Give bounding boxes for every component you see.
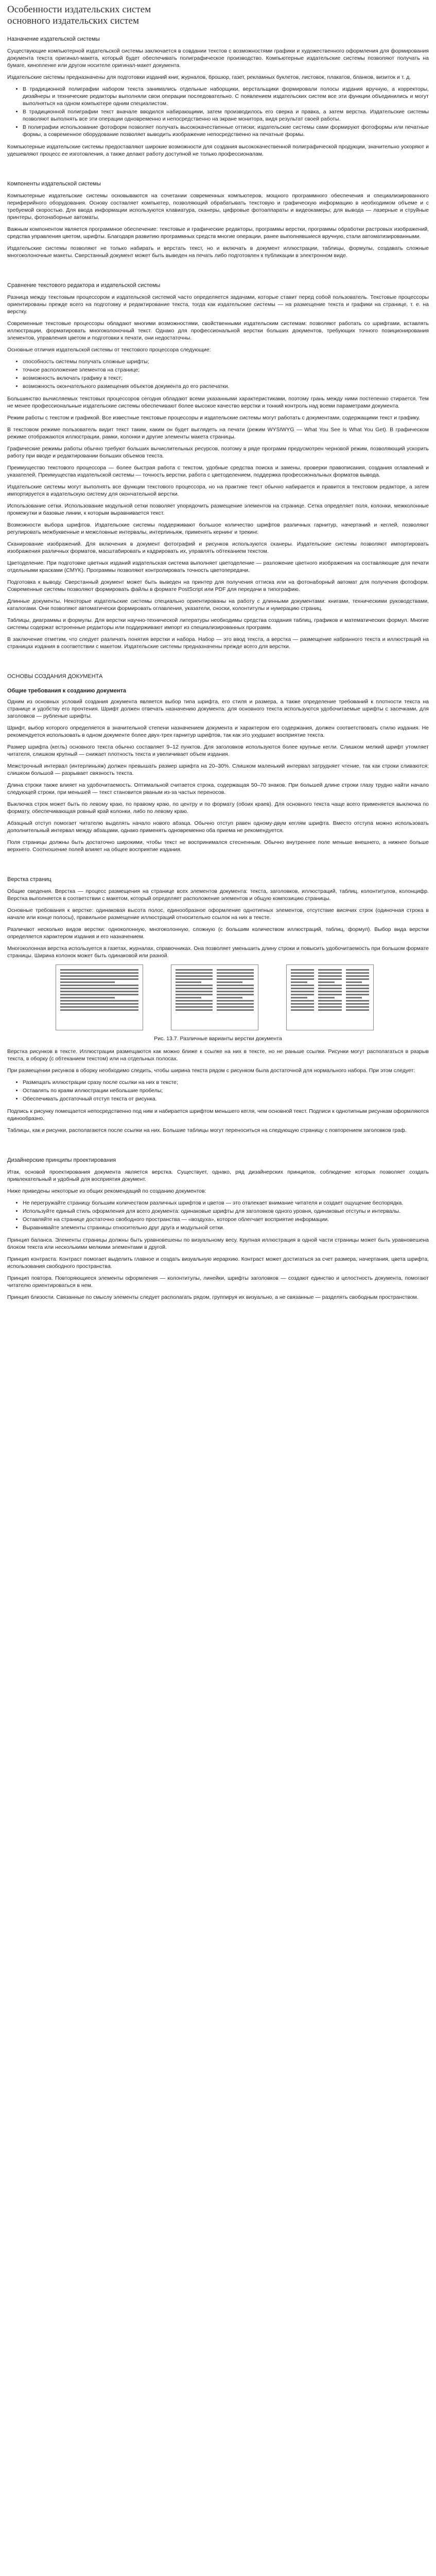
text-line-placeholder <box>318 991 341 992</box>
text-line-placeholder <box>60 985 138 986</box>
paragraph: В заключение отметим, что следует различать понятия верстки и набора. Набор — это ввод текста, а верстка — размещение набранного текста и иллюстраций на страницах издания в соответствии с макетом. Издательские системы предназначены прежде всего для верстки. <box>7 636 429 650</box>
paragraph: Существующие компьютерной издательской системы заключается в совдании текстов с возможностями графики и художественного оформления для формирования документа текста оригинал-макета, который будет обеспечивать полиграфическое производство. Компьютерные издательские системы позволяют получать на бумаге, кинопленке или другом носителе оригинал-макет документа. <box>7 48 429 69</box>
text-line-placeholder <box>346 985 369 986</box>
text-line-placeholder <box>176 1006 213 1008</box>
paragraph: Компьютерные издательские системы предоставляют широкие возможности для создания высококачественной полиграфической продукции, значительно ускоряют и удешевляют процесс ее изготовления, а также делают работу доступной не только профессионалам. <box>7 144 429 157</box>
text-line-placeholder <box>318 972 341 974</box>
text-line-placeholder <box>346 1000 369 1002</box>
paragraph: Режим работы с текстом и графикой. Все известные текстовые процессоры и издательские системы могут работать с документами, содержащими текст и графику. <box>7 415 420 421</box>
text-line-placeholder <box>176 972 213 974</box>
text-line-placeholder <box>291 988 314 989</box>
text-line-placeholder <box>291 972 314 974</box>
layout-column <box>346 969 369 1026</box>
text-line-placeholder <box>176 978 213 980</box>
text-line-placeholder <box>60 991 138 992</box>
paragraph: Подготовка к выводу. Сверстанный документ может быть выведен на принтер для получения оттиска или на фотонаборный автомат для получения фотоформ. Современные системы позволяют формировать файлы в формате PostScript или PDF для передачи в типографию. <box>7 579 429 592</box>
paragraph: Верстка рисунков в тексте. Иллюстрации размещаются как можно ближе к ссылке на них в тексте, но не раньше ссылки. Рисунки могут располагаться в разрыв текста, в оборку (с обтеканием текстом) или на отдельных полосах. <box>7 1048 429 1062</box>
text-line-placeholder <box>346 972 369 974</box>
text-line-placeholder <box>217 988 254 989</box>
text-line-placeholder <box>176 994 213 995</box>
text-line-placeholder <box>346 997 362 998</box>
layout-column <box>318 969 341 1026</box>
text-line-placeholder <box>318 1006 341 1008</box>
text-line-placeholder <box>346 1006 369 1008</box>
text-line-placeholder <box>217 981 242 983</box>
paragraph: Длина строки также влияет на удобочитаемость. Оптимальной считается строка, содержащая 50–70 знаков. При большей длине строки глазу трудно найти начало следующей строки, при меньшей — текст становится рваным из-за частых переносов. <box>7 782 429 795</box>
paragraph: Компьютерные издательские системы основываются на сочетании современных компьютеров, мощного программного обеспечения и специализированного периферийного оборудования. Основу составляет компьютер, позволяющий обрабатывать текстовую и графическую информацию в необходимом объеме и с требуемой скоростью. Для ввода информации используются клавиатура, сканеры, цифровые фотоаппараты и видеокамеры; для вывода — лазерные и струйные принтеры, фотонаборные автоматы. <box>7 193 429 221</box>
text-line-placeholder <box>60 988 138 989</box>
list-item: • возможность включать графику в текст; <box>23 375 429 382</box>
text-line-placeholder <box>217 991 254 992</box>
list-item: • В традиционной полиграфии набором текста занимались отдельные наборщики, верстальщики формировали полосы издания вручную, а корректоры, дизайнеры и технические редакторы выполняли свои операции последовательно. С появлением издательских систем все эти функции объединились и могут выполняться на одном компьютере одним специалистом. <box>23 86 429 107</box>
list-item: • точное расположение элементов на странице; <box>23 366 429 374</box>
text-line-placeholder <box>346 1009 369 1011</box>
paragraph: Издательские системы предназначены для подготовки изданий книг, журналов, брошюр, газет, рекламных буклетов, листовок, плакатов, бланков, визиток и т. д. <box>7 74 411 80</box>
text-line-placeholder <box>217 994 254 995</box>
text-line-placeholder <box>176 988 213 989</box>
text-line-placeholder <box>291 994 314 995</box>
layout-variants-figure <box>56 964 374 1033</box>
text-line-placeholder <box>217 1000 254 1002</box>
paragraph: Графические режимы работы обычно требуют больших вычислительных ресурсов, поэтому в ряде программ предусмотрен черновой режим, позволяющий ускорить работу при вводе и редактировании больших объемов текста. <box>7 446 429 459</box>
text-line-placeholder <box>217 969 254 971</box>
paragraph: Таблицы, как и рисунки, располагаются после ссылки на них. Большие таблицы могут переноситься на следующую страницу с повторением заголовков граф. <box>7 1127 407 1133</box>
layout-thumbnail-1-column <box>56 964 143 1030</box>
paragraph: Разница между текстовым процессором и издательской системой часто определяется задачами, которые ставит перед собой пользователь. Текстовые процессоры ориентированы прежде всего на подготовку и редактирование текста, тогда как издательские системы — на размещение текста и графики на странице, т. е. на верстку. <box>7 294 429 315</box>
paragraph: Большинство вычисляемых текстовых процессоров сегодня обладают всеми указанными характеристиками, поэтому грань между ними постепенно стирается. Тем не менее профессиональные издательские системы обеспечивают более высокое качество верстки и тонкий контроль над всеми параметрами документа. <box>7 396 429 409</box>
document-title <box>7 4 429 27</box>
layout-column <box>60 969 138 1026</box>
paragraph: Многоколонная верстка используется в газетах, журналах, справочниках. Она позволяет уменьшить длину строки и повысить удобочитаемость при большом формате страницы. Ширина колонок может быть одинаковой или разной. <box>7 945 429 959</box>
text-line-placeholder <box>291 981 307 983</box>
section-heading: Компоненты издательской системы <box>7 181 101 187</box>
text-line-placeholder <box>60 1000 138 1002</box>
text-line-placeholder <box>318 988 341 989</box>
text-line-placeholder <box>176 1000 213 1002</box>
text-line-placeholder <box>346 978 369 980</box>
paragraph: Ниже приведены некоторые из общих рекомендаций по созданию документов: <box>7 1188 206 1194</box>
paragraph: Возможности выбора шрифтов. Издательские системы поддерживают большое количество шрифтов различных гарнитур, начертаний и кеглей, позволяют регулировать межбуквенные и межсловные интервалы, интерлиньяж, применять кернинг и трекинг. <box>7 522 429 535</box>
text-line-placeholder <box>318 985 341 986</box>
paragraph: Итак, основой проектирования документа является верстка. Существует, однако, ряд дизайнерских принципов, соблюдение которых позволяет создать привлекательный и удобный для восприятия документ. <box>7 1169 429 1182</box>
layout-thumbnail-2-column <box>171 964 258 1030</box>
list-item: • Не перегружайте страницу большим количеством различных шрифтов и цветов — это отвлекает внимание читателя и создает ощущение беспорядка. <box>23 1199 429 1207</box>
list-item: • Используйте единый стиль оформления для всего документа: одинаковые шрифты для заголовков одного уровня, одинаковые отступы и интервалы. <box>23 1208 429 1215</box>
text-line-placeholder <box>60 975 138 977</box>
text-line-placeholder <box>217 975 254 977</box>
paragraph: Сканирование изображений. Для включения в документ фотографий и рисунков используются сканеры. Издательские системы позволяют импортировать изображения различных форматов, масштабировать и кадрировать их, управлять обтеканием текстом. <box>7 541 429 554</box>
paragraph: Межстрочный интервал (интерлиньяж) должен превышать размер шрифта на 20–30%. Слишком маленький интервал затрудняет чтение, так как строки сливаются; слишком большой — разрывает связность текста. <box>7 763 429 776</box>
figure-caption: Рис. 13.7. Различные варианты верстки документа <box>154 1036 282 1042</box>
section-heading: Назначение издательской системы <box>7 36 100 42</box>
text-line-placeholder <box>291 985 314 986</box>
paragraph: Принцип баланса. Элементы страницы должны быть уравновешены по визуальному весу. Крупная иллюстрация в одной части страницы может быть уравновешена блоком текста или несколькими мелкими элементами в другой. <box>7 1237 429 1250</box>
text-line-placeholder <box>318 1003 341 1005</box>
bullet-list <box>7 86 429 138</box>
paragraph: Общие сведения. Верстка — процесс размещения на странице всех элементов документа: текста, заголовков, иллюстраций, таблиц, колонтитулов, колонцифр. Верстка выполняется в соответствии с макетом, который определяет расположение элементов и общую композицию страницы. <box>7 888 429 902</box>
paragraph: Основные требования к верстке: одинаковая высота полос, единообразное оформление однотипных элементов, отсутствие висячих строк (одиночная строка в начале или конце полосы), правильное размещение иллюстраций относительно ссылок на них в тексте. <box>7 907 429 921</box>
paragraph: Принцип контраста. Контраст помогает выделить главное и создать визуальную иерархию. Контраст может достигаться за счет размера, начертания, цвета шрифта, использования свободного пространства. <box>7 1256 429 1269</box>
text-line-placeholder <box>291 969 314 971</box>
paragraph: Преимущество текстового процессора — более быстрая работа с текстом, удобные средства поиска и замены, проверки правописания, создания оглавлений и указателей. Преимущества издательской системы — точность верстки, работа с цветоделением, поддержка профессиональных форматов вывода. <box>7 465 429 478</box>
text-line-placeholder <box>217 1003 254 1005</box>
paragraph: Одним из основных условий создания документа является выбор типа шрифта, его стиля и размера, а также определение требований к плотности текста на странице и удобству его прочтения. Шрифт должен отвечать назначению документа: для основного текста используются удобочитаемые шрифты с засечками, для заголовков — рубленые шрифты. <box>7 699 429 719</box>
text-line-placeholder <box>176 969 213 971</box>
text-line-placeholder <box>291 1009 314 1011</box>
text-line-placeholder <box>318 1000 341 1002</box>
text-line-placeholder <box>176 1009 213 1011</box>
text-line-placeholder <box>60 997 115 998</box>
title-line-1: Особенности издательских систем <box>7 4 151 15</box>
layout-column <box>291 969 314 1026</box>
text-line-placeholder <box>291 1003 314 1005</box>
text-line-placeholder <box>60 994 138 995</box>
paragraph: Важным компонентом является программное обеспечение: текстовые и графические редакторы, программы верстки, программы обработки растровых изображений, средства управления цветом, шрифты. Благодаря развитию программных средств многие операции, ранее выполнявшиеся вручную, стали автоматизированными. <box>7 226 429 240</box>
list-item: • возможность окончательного размещения объектов документа до его распечатки. <box>23 383 429 390</box>
text-line-placeholder <box>318 997 335 998</box>
paragraph: В текстовом режиме пользователь видит текст таким, каким он будет выглядеть на печати (режим WYSIWYG — What You See Is What You Get). В графическом режиме отображаются иллюстрации, рамки, колонки и другие элементы макета страницы. <box>7 427 429 440</box>
paragraph: Принцип повтора. Повторяющиеся элементы оформления — колонтитулы, линейки, шрифты заголовков — создают единство и целостность документа, помогают читателю ориентироваться в нем. <box>7 1275 429 1289</box>
text-line-placeholder <box>346 991 369 992</box>
paragraph: При размещении рисунков в оборку необходимо следить, чтобы ширина текста рядом с рисунком была достаточной для нормального набора. При этом следует: <box>7 1067 415 1074</box>
list-item: • способность системы получать сложные шрифты; <box>23 358 429 365</box>
paragraph: Основные отличия издательской системы от текстового процессора следующие: <box>7 347 211 353</box>
list-item: • Оставляйте на странице достаточно свободного пространства — «воздуха», которое облегчает восприятие информации. <box>23 1216 429 1223</box>
text-line-placeholder <box>291 1006 314 1008</box>
section-heading: Дизайнерские принципы проектирования <box>7 1157 116 1163</box>
text-line-placeholder <box>346 988 369 989</box>
text-line-placeholder <box>318 978 341 980</box>
list-item: • Обеспечивать достаточный отступ текста от рисунка. <box>23 1095 429 1103</box>
text-line-placeholder <box>346 994 369 995</box>
paragraph: Современные текстовые процессоры обладают многими возможностями, свойственными издательским системам: позволяют работать со шрифтами, вставлять иллюстрации, форматировать многоколоночный текст. Однако для профессиональной верстки больших документов, требующих точного позиционирования элементов, управления цветом и подготовки к печати, они недостаточны. <box>7 320 429 341</box>
text-line-placeholder <box>291 978 314 980</box>
text-line-placeholder <box>176 985 213 986</box>
text-line-placeholder <box>217 997 242 998</box>
text-line-placeholder <box>346 981 362 983</box>
text-line-placeholder <box>176 997 201 998</box>
text-line-placeholder <box>318 969 341 971</box>
list-item: • Оставлять по краям иллюстрации небольшие пробелы; <box>23 1087 429 1094</box>
text-line-placeholder <box>291 975 314 977</box>
layout-column <box>217 969 254 1026</box>
paragraph: Цветоделение. При подготовке цветных изданий издательская система выполняет цветоделение — разложение цветного изображения на составляющие для печати отдельными красками (CMYK). Программы позволяют контролировать точность цветопередачи. <box>7 560 429 573</box>
layout-thumbnail-3-column <box>286 964 374 1030</box>
bullet-list <box>7 358 429 390</box>
text-line-placeholder <box>217 985 254 986</box>
paragraph: Издательские системы позволяют не только набирать и верстать текст, но и включать в документ иллюстрации, таблицы, формулы, создавать сложные многоколоночные макеты. Сверстанный документ может быть выведен на печать либо подготовлен к публикации в электронном виде. <box>7 245 429 259</box>
list-item: • В полиграфии использование фотоформ позволяет получать высококачественные оттиски; издательские системы сами формируют фотоформы или печатные формы, а современное оборудование позволяет выводить изображение непосредственно на печатные формы. <box>23 124 429 138</box>
bullet-list <box>7 1199 429 1231</box>
text-line-placeholder <box>176 981 201 983</box>
text-line-placeholder <box>217 978 254 980</box>
list-item: • В традиционной полиграфии текст вначале вводился набирающими, затем производилось его сверка и правка, а затем верстка. Издательские системы позволяют выполнять все эти операции одновременно и непосредственно на экране монитора, видя результат своей работы. <box>23 108 429 123</box>
text-line-placeholder <box>346 1003 369 1005</box>
section-heading: Верстка страниц <box>7 876 51 883</box>
text-line-placeholder <box>60 1009 138 1011</box>
list-item: • Размещать иллюстрации сразу после ссылки на них в тексте; <box>23 1079 429 1086</box>
text-line-placeholder <box>60 1003 138 1005</box>
paragraph: Абзацный отступ помогает читателю выделять начало нового абзаца. Обычно отступ равен одному-двум кеглям шрифта. Вместо отступа можно использовать дополнительный интервал между абзацами, однако применять одновременно оба приема не рекомендуется. <box>7 820 429 834</box>
text-line-placeholder <box>60 981 115 983</box>
text-line-placeholder <box>346 969 369 971</box>
section-heading: Сравнение текстового редактора и издательской системы <box>7 282 161 289</box>
paragraph: Длинные документы. Некоторые издательские системы специально ориентированы на работу с длинными документами: книгами, техническими руководствами, каталогами. Они позволяют автоматически формировать оглавления, указатели, сноски, колонтитулы и нумерацию страниц. <box>7 598 429 612</box>
bullet-list <box>7 1079 429 1103</box>
text-line-placeholder <box>346 975 369 977</box>
paragraph: Шрифт, выбор которого определяется в значительной степени назначением документа и характером его содержания, должен соответствовать стилю издания. Не рекомендуется использовать в одном документе более двух-трех гарнитур шрифтов, так как это ухудшает восприятие текста. <box>7 725 429 738</box>
text-line-placeholder <box>318 981 335 983</box>
text-line-placeholder <box>60 978 138 980</box>
paragraph: Принцип близости. Связанные по смыслу элементы следует располагать рядом, группируя их визуально, а не связанные — разделять свободным пространством. <box>7 1294 418 1300</box>
paragraph: Использование сетки. Использование модульной сетки позволяет упорядочить размещение элементов на странице. Сетка определяет поля, колонки, межколонные промежутки и базовые линии, к которым выравнивается текст. <box>7 503 429 516</box>
text-line-placeholder <box>291 1000 314 1002</box>
title-line-2: основного издательских систем <box>7 15 139 26</box>
paragraph: Издательские системы могут выполнять все функции текстового процессора, но на практике текст обычно набирается и правится в текстовом редакторе, а затем импортируется в издательскую систему для окончательной верстки. <box>7 484 429 497</box>
section-heading: ОСНОВЫ СОЗДАНИЯ ДОКУМЕНТА <box>7 673 103 680</box>
text-line-placeholder <box>176 1003 213 1005</box>
paragraph: Выключка строк может быть по левому краю, по правому краю, по центру и по формату (обоих краев). Для основного текста чаще всего применяется выключка по формату, обеспечивающая ровный край колонки, либо по левому краю. <box>7 801 429 815</box>
text-line-placeholder <box>176 975 213 977</box>
paragraph: Различают несколько видов верстки: одноколонную, многоколонную, сложную (с большим количеством иллюстраций, таблиц, формул). Выбор вида верстки определяется характером издания и его назначением. <box>7 926 429 940</box>
text-line-placeholder <box>60 1006 138 1008</box>
paragraph: Поля страницы должны быть достаточно широкими, чтобы текст не воспринимался стесненным. Обычно внутреннее поле меньше внешнего, а нижнее больше верхнего. Соотношение полей влияет на общее восприятие издания. <box>7 839 429 853</box>
list-item: • Выравнивайте элементы страницы относительно друг друга и модульной сетки. <box>23 1224 429 1231</box>
text-line-placeholder <box>60 972 138 974</box>
text-line-placeholder <box>217 972 254 974</box>
text-line-placeholder <box>318 1009 341 1011</box>
text-line-placeholder <box>217 1009 254 1011</box>
text-line-placeholder <box>291 997 307 998</box>
text-line-placeholder <box>291 991 314 992</box>
subsection-heading: Общие требования к созданию документа <box>7 688 127 694</box>
text-line-placeholder <box>60 969 138 971</box>
layout-column <box>176 969 213 1026</box>
text-line-placeholder <box>318 975 341 977</box>
paragraph: Подпись к рисунку помещается непосредственно под ним и набирается шрифтом меньшего кегля, чем основной текст. Подписи к однотипным рисункам оформляются единообразно. <box>7 1108 429 1122</box>
text-line-placeholder <box>318 994 341 995</box>
paragraph: Размер шрифта (кегль) основного текста обычно составляет 9–12 пунктов. Для заголовков используются более крупные кегли. Слишком мелкий шрифт утомляет читателя, слишком крупный — снижает плотность текста и увеличивает объем издания. <box>7 744 429 757</box>
text-line-placeholder <box>176 991 213 992</box>
text-line-placeholder <box>217 1006 254 1008</box>
paragraph: Таблицы, диаграммы и формулы. Для верстки научно-технической литературы необходимы средства создания таблиц, графиков и математических формул. Многие системы содержат встроенные редакторы или поддерживают импорт из специализированных программ. <box>7 617 429 631</box>
